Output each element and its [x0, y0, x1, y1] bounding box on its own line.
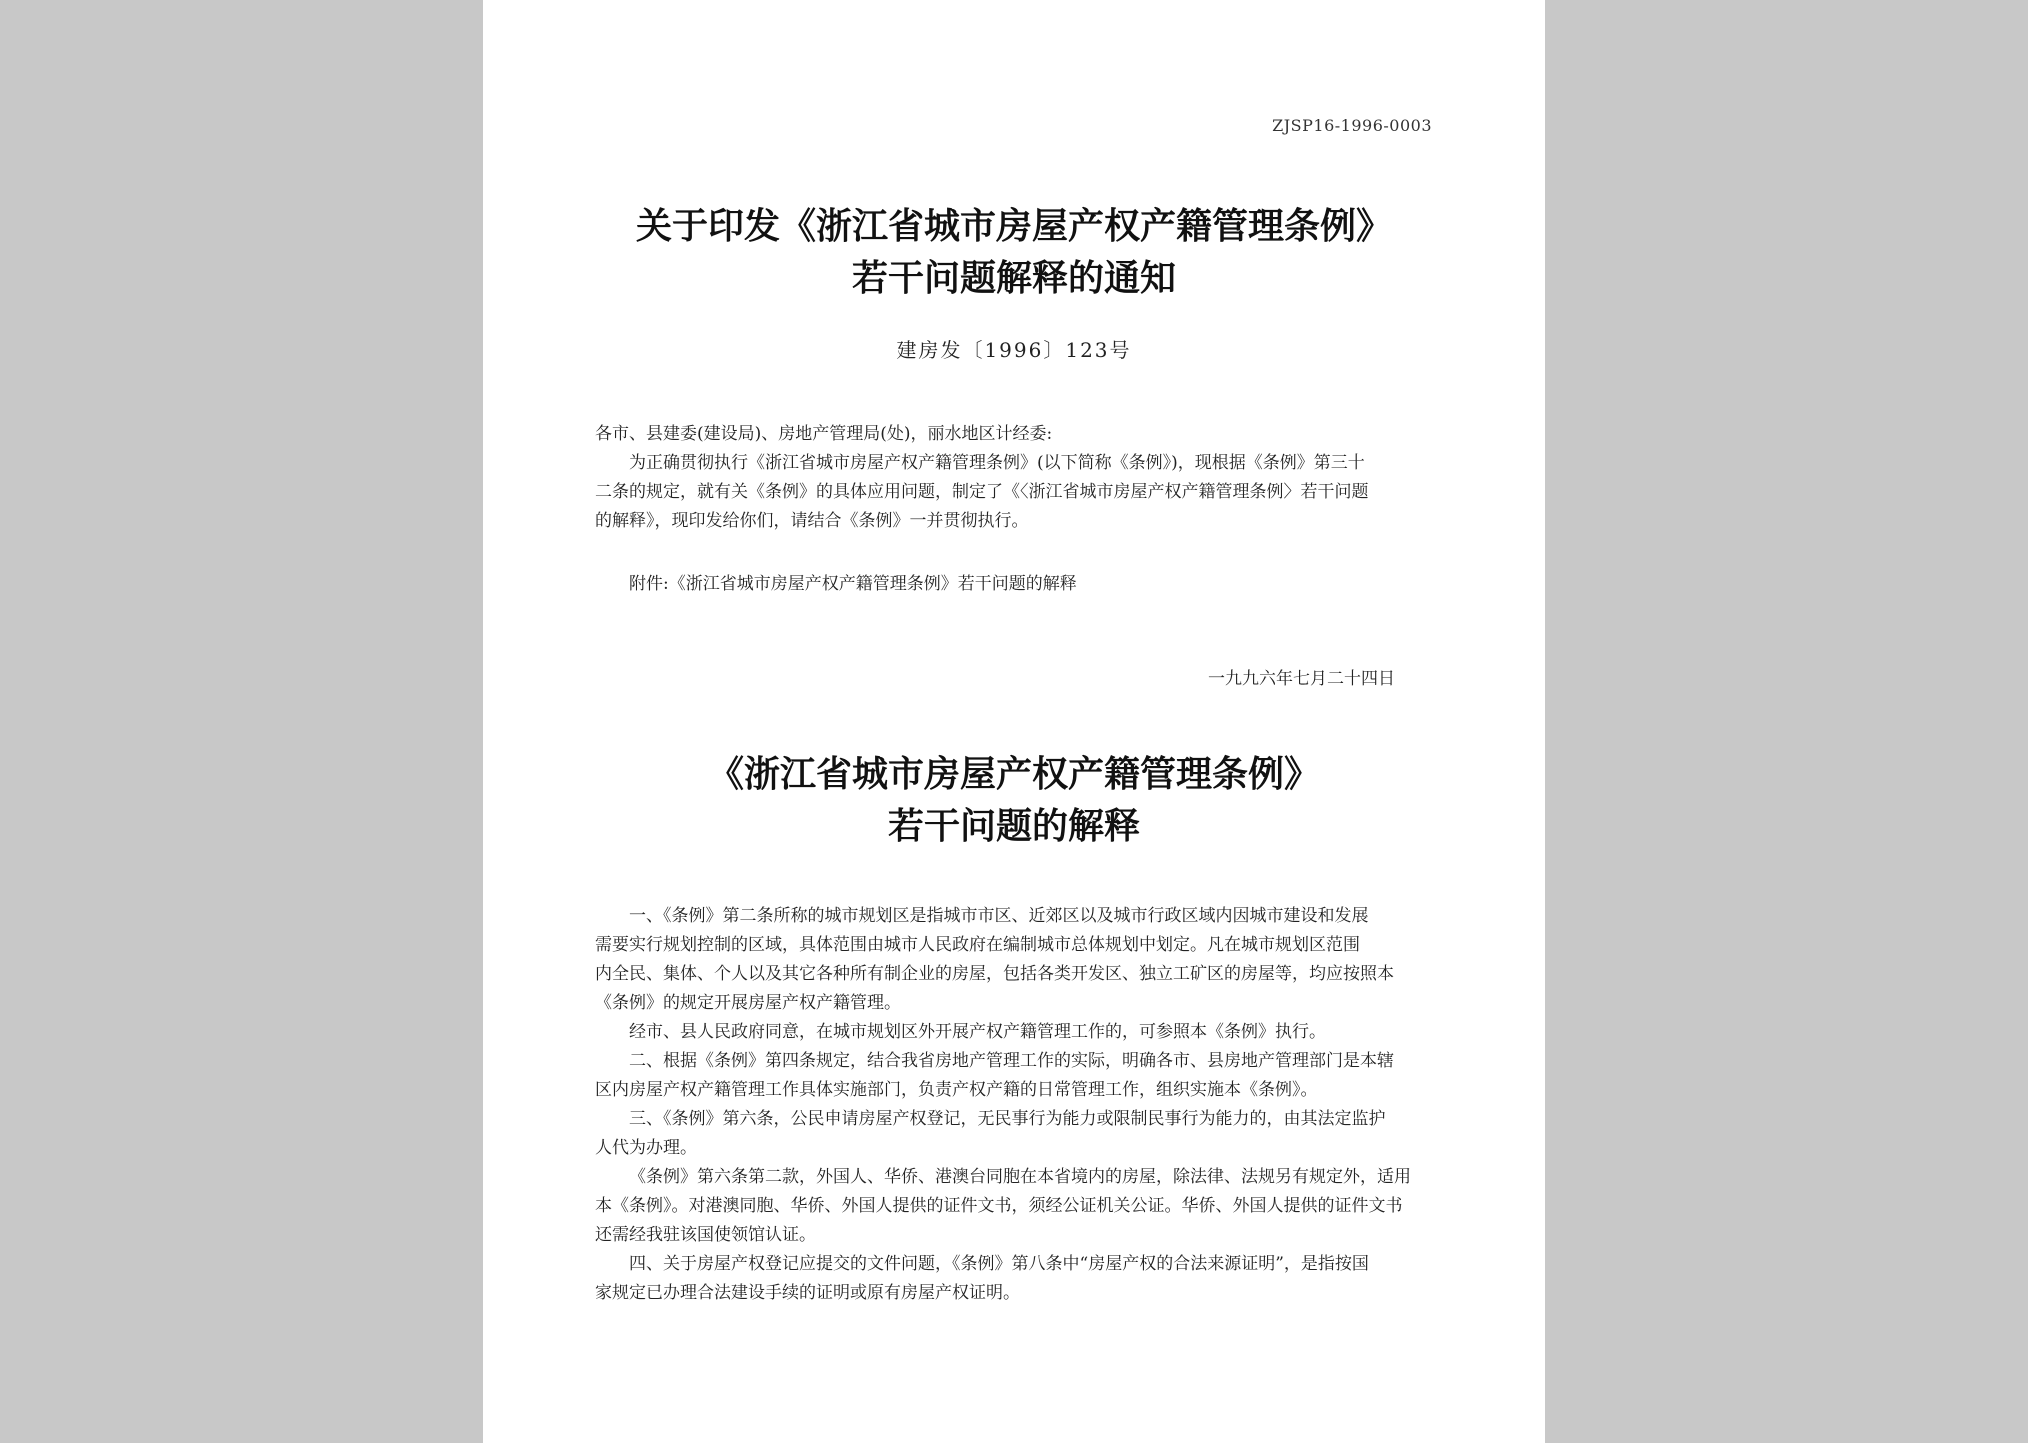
- body-line: 经市、县人民政府同意，在城市规划区外开展产权产籍管理工作的，可参照本《条例》执行。: [629, 1022, 1326, 1042]
- body-line: 需要实行规划控制的区域，具体范围由城市人民政府在编制城市总体规划中划定。凡在城市规划区范围: [595, 935, 1360, 955]
- body-line: 内全民、集体、个人以及其它各种所有制企业的房屋，包括各类开发区、独立工矿区的房屋等，均应按照本: [595, 964, 1394, 984]
- document-number: 建房发〔1996〕123号: [896, 338, 1132, 362]
- body-line: 区内房屋产权产籍管理工作具体实施部门，负责产权产籍的日常管理工作，组织实施本《条例》。: [595, 1080, 1318, 1100]
- body-line: 家规定已办理合法建设手续的证明或原有房屋产权证明。: [595, 1283, 1020, 1303]
- issue-date: 一九九六年七月二十四日: [1208, 669, 1395, 689]
- body-line: 《条例》第六条第二款，外国人、华侨、港澳台同胞在本省境内的房屋，除法律、法规另有规定外，适用: [629, 1167, 1411, 1187]
- body-line: 的解释》，现印发给你们，请结合《条例》一并贯彻执行。: [595, 511, 1029, 531]
- notice-body: [595, 420, 1435, 536]
- notice-title-line: 若干问题解释的通知: [851, 257, 1176, 299]
- document-page: [483, 0, 1545, 1443]
- interpretation-title-line: 《浙江省城市房屋产权产籍管理条例》: [707, 753, 1320, 795]
- body-line: 《条例》的规定开展房屋产权产籍管理。: [595, 993, 901, 1013]
- body-line: 一、《条例》第二条所称的城市规划区是指城市市区、近郊区以及城市行政区域内因城市建设和发展: [629, 906, 1369, 926]
- addressee: 各市、县建委(建设局)、房地产管理局(处)，丽水地区计经委:: [595, 424, 1053, 444]
- body-line: 还需经我驻该国使领馆认证。: [595, 1225, 816, 1245]
- body-line: 三、《条例》第六条，公民申请房屋产权登记，无民事行为能力或限制民事行为能力的，由其法定监护: [629, 1109, 1386, 1129]
- body-line: 二条的规定，就有关《条例》的具体应用问题，制定了《〈浙江省城市房屋产权产籍管理条例〉若干问题: [595, 482, 1369, 502]
- body-line: 四、关于房屋产权登记应提交的文件问题，《条例》第八条中“房屋产权的合法来源证明”，是指按国: [629, 1254, 1369, 1274]
- notice-title-line: 关于印发《浙江省城市房屋产权产籍管理条例》: [635, 205, 1392, 247]
- document-id: ZJSP16-1996-0003: [1272, 116, 1432, 135]
- interpretation-title-line: 若干问题的解释: [887, 805, 1140, 847]
- interpretation-body: [595, 902, 1435, 1308]
- attachment-note: 附件:《浙江省城市房屋产权产籍管理条例》若干问题的解释: [629, 574, 1077, 594]
- body-line: 为正确贯彻执行《浙江省城市房屋产权产籍管理条例》(以下简称《条例》)，现根据《条例》第三十: [629, 453, 1365, 473]
- interpretation-title: [483, 748, 1545, 852]
- notice-title: [483, 200, 1545, 304]
- body-line: 二、根据《条例》第四条规定，结合我省房地产管理工作的实际，明确各市、县房地产管理部门是本辖: [629, 1051, 1394, 1071]
- body-line: 本《条例》。对港澳同胞、华侨、外国人提供的证件文书，须经公证机关公证。华侨、外国人提供的证件文书: [595, 1196, 1403, 1216]
- body-line: 人代为办理。: [595, 1138, 697, 1158]
